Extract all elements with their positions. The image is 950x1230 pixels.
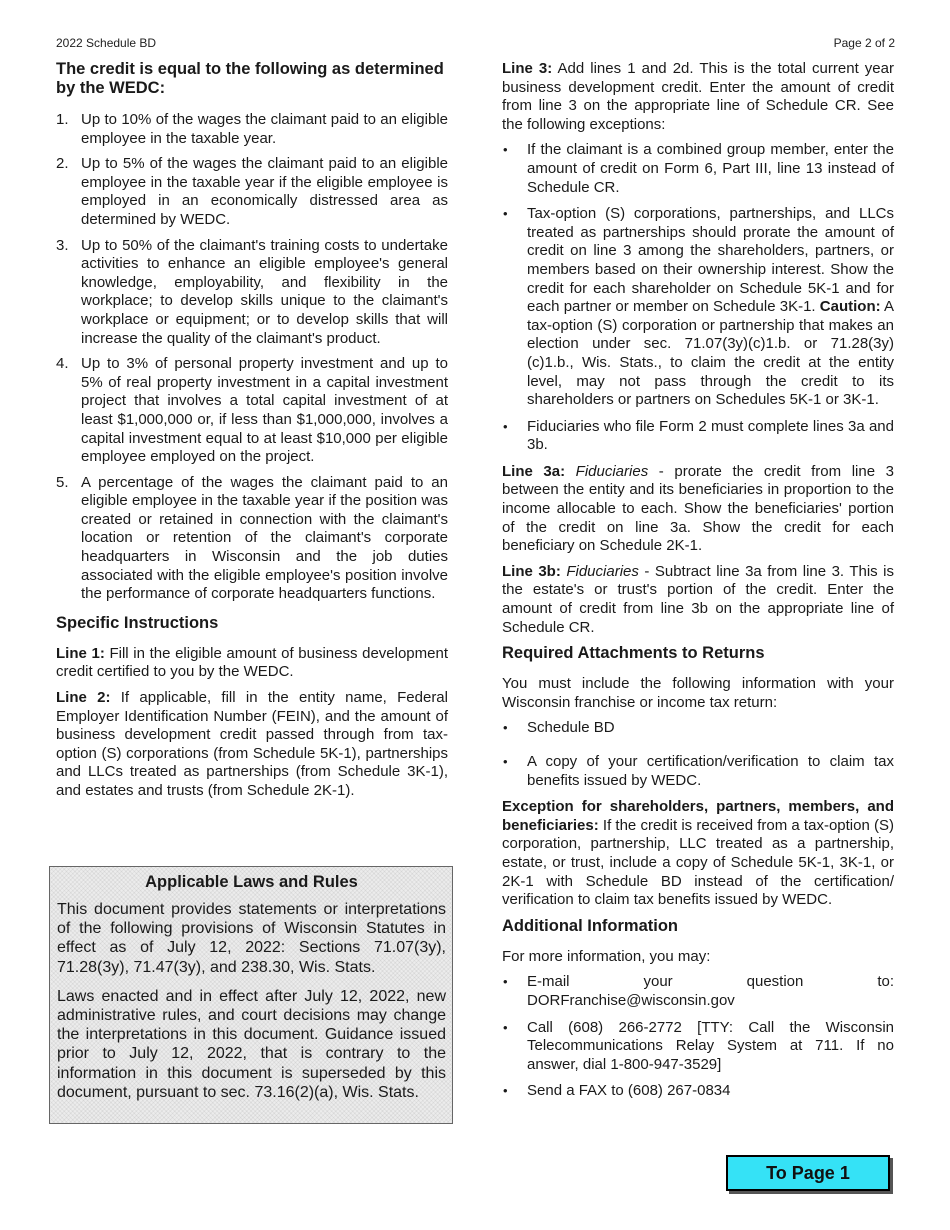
credit-heading: The credit is equal to the following as determined by the WEDC: <box>56 60 444 97</box>
line3a-instruction <box>502 463 894 556</box>
line1-text: Fill in the eligible amount of business development credit certified to you by the WEDC. <box>56 644 448 681</box>
list-item <box>56 155 448 229</box>
caution-label: Caution: <box>819 298 881 316</box>
exception-label: Exception for shareholders, partners, members, and beneficiaries: <box>502 798 894 834</box>
laws-box-title: Applicable Laws and Rules <box>145 873 358 891</box>
line3a-label: Line 3a: <box>502 462 566 480</box>
left-column <box>56 60 448 808</box>
line1-instruction <box>56 645 448 682</box>
header-page-number: Page 2 of 2 <box>833 36 895 50</box>
exception-text: Tax-option (S) corporations, partnerships, and LLCs treated as partnerships should prorate the amount of credit on line 3 among the shareholders, partners, or members based on their ownership interest. Show the credit for each shareholder on Schedule 5K-1 and for each partner or member on Schedule 3K-1. <box>527 205 894 316</box>
list-item <box>56 111 448 148</box>
line3a-text: - prorate the credit from line 3 between the entity and its beneficiaries in proportion to the income allocable to each. Show the beneficiaries' portion of the credit on line 3a. Show the credit for each beneficiary on Schedule 2K-1. <box>502 462 894 555</box>
item-number: 2. <box>56 155 69 173</box>
item-text: Up to 50% of the claimant's training costs to undertake activities to enhance an eligible employee's general knowledge, employability, and flexibility in the workplace; to develop skills unique to the claimant's workplace or equipment; or to develop skills that will increase the quality of the claimant's product. <box>81 236 448 347</box>
list-item: • Fiduciaries who file Form 2 must complete lines 3a and 3b. <box>502 418 894 455</box>
additional-info-intro: For more information, you may: <box>502 947 711 965</box>
line2-label: Line 2: <box>56 689 111 707</box>
list-item: • Schedule BD <box>502 719 894 738</box>
list-item: • If the claimant is a combined group member, enter the amount of credit on Form 6, Part III, line 13 instead of Schedule CR. <box>502 141 894 197</box>
list-item: • Send a FAX to (608) 267-0834 <box>502 1082 894 1101</box>
line2-text: If applicable, fill in the entity name, Federal Employer Identification Number (FEIN), and the amount of business development credit passed through from tax-option (S) corporations (from Schedule 5K-1), partnerships and LLCs treated as partnerships (from Schedule 3K-1), and estates and trusts (from Schedule 2K-1). <box>56 689 448 799</box>
item-text: A percentage of the wages the claimant paid to an eligible employee in the taxable year if the position was created or retained in connection with the claimant's location or retention of the claimant's corporate headquarters in Wisconsin and the job duties associated with the eligible employee's position involve the performance of corporate headquarters functions. <box>81 473 448 603</box>
line3-label: Line 3: <box>502 60 553 77</box>
item-text: Up to 5% of the wages the claimant paid to an eligible employee in the taxable year if the eligible employee is employed in an economically distressed area as determined by WEDC. <box>81 155 448 228</box>
list-item <box>502 205 894 410</box>
header-form-name: 2022 Schedule BD <box>56 36 157 50</box>
list-item <box>56 355 448 467</box>
line3b-text: - Subtract line 3a from line 3. This is the estate's or trust's portion of the credit. Enter the amount of credit from line 3b on the appropriate line of Schedule CR. <box>502 562 894 636</box>
item-number: 1. <box>56 111 69 128</box>
specific-instructions-heading: Specific Instructions <box>56 613 219 632</box>
item-number: 4. <box>56 355 69 373</box>
list-item: • E-mail your question to: DORFranchise@wisconsin.gov <box>502 973 894 1010</box>
line3-instruction <box>502 60 894 134</box>
line3b-italic: Fiduciaries <box>566 562 639 580</box>
credit-list <box>56 111 448 604</box>
item-text: Up to 3% of personal property investment and up to 5% of real property investment in a capital investment project that involves a total capital investment of at least $1,000,000 or, if less than $1,000,000, involves a capital investment equal to at least $10,000 per eligible employee employed on the project. <box>81 355 448 466</box>
to-page-1-button[interactable]: To Page 1 <box>726 1155 890 1191</box>
laws-box-paragraph-1: This document provides statements or interpretations of the following provisions of Wisconsin Statutes in effect as of July 12, 2022: Sections 71.07(3y), 71.28(3y), 71.47(3y), and 238.30, Wis. Stats. <box>57 901 446 976</box>
list-item <box>56 474 448 604</box>
line2-instruction <box>56 689 448 801</box>
exception-paragraph <box>502 798 894 910</box>
laws-box-paragraph-2: Laws enacted and in effect after July 12, 2022, new administrative rules, and court decisions may change the interpretations in this document. Guidance issued prior to July 12, 2022, that is contrary to the information in this document is superseded by this document, pursuant to sec. 73.16(2)(a), Wis. Stats. <box>57 987 446 1101</box>
attachments-intro: You must include the following information with your Wisconsin franchise or income tax return: <box>502 675 894 711</box>
line3b-label: Line 3b: <box>502 562 561 580</box>
line3a-italic: Fiduciaries <box>575 462 649 480</box>
item-text: Up to 10% of the wages the claimant paid to an eligible employee in the taxable year. <box>81 111 448 147</box>
attachments-list <box>502 719 894 790</box>
applicable-laws-box <box>49 866 453 1124</box>
additional-info-list <box>502 973 894 1101</box>
right-column <box>502 60 894 1109</box>
additional-info-heading: Additional Information <box>502 916 678 935</box>
list-item: • Call (608) 266-2772 [TTY: Call the Wisconsin Telecommunications Relay System at 711. If no answer, dial 1-800-947-3529] <box>502 1019 894 1075</box>
list-item: • A copy of your certification/verification to claim tax benefits issued by WEDC. <box>502 753 894 790</box>
line3-exceptions-list <box>502 141 894 455</box>
line3b-instruction <box>502 563 894 637</box>
attachments-heading: Required Attachments to Returns <box>502 644 765 663</box>
exception-text: If the credit is received from a tax-option (S) corporation, partnership, LLC treated as a partnership, estate, or trust, include a copy of Schedule 5K-1, 3K-1, or 2K-1 with Schedule BD instead of the certification/ verification to claim tax benefits issued by WEDC. <box>502 816 894 909</box>
item-number: 3. <box>56 236 69 254</box>
line3-text: Add lines 1 and 2d. This is the total current year business development credit. Enter the amount of credit from line 3 on the appropriate line of Schedule CR. See the following exceptions: <box>502 60 894 133</box>
list-item <box>56 237 448 349</box>
line1-label: Line 1: <box>56 644 105 662</box>
caution-text: A tax-option (S) corporation or partnership that makes an election under sec. 71.07(3y)(c)1.b. or 71.28(3y)(c)1.b., Wis. Stats., to claim the credit at the entity level, may not pass through the credit to its shareholders or partners on Schedules 5K-1 or 3K-1. <box>527 298 894 409</box>
item-number: 5. <box>56 473 69 491</box>
